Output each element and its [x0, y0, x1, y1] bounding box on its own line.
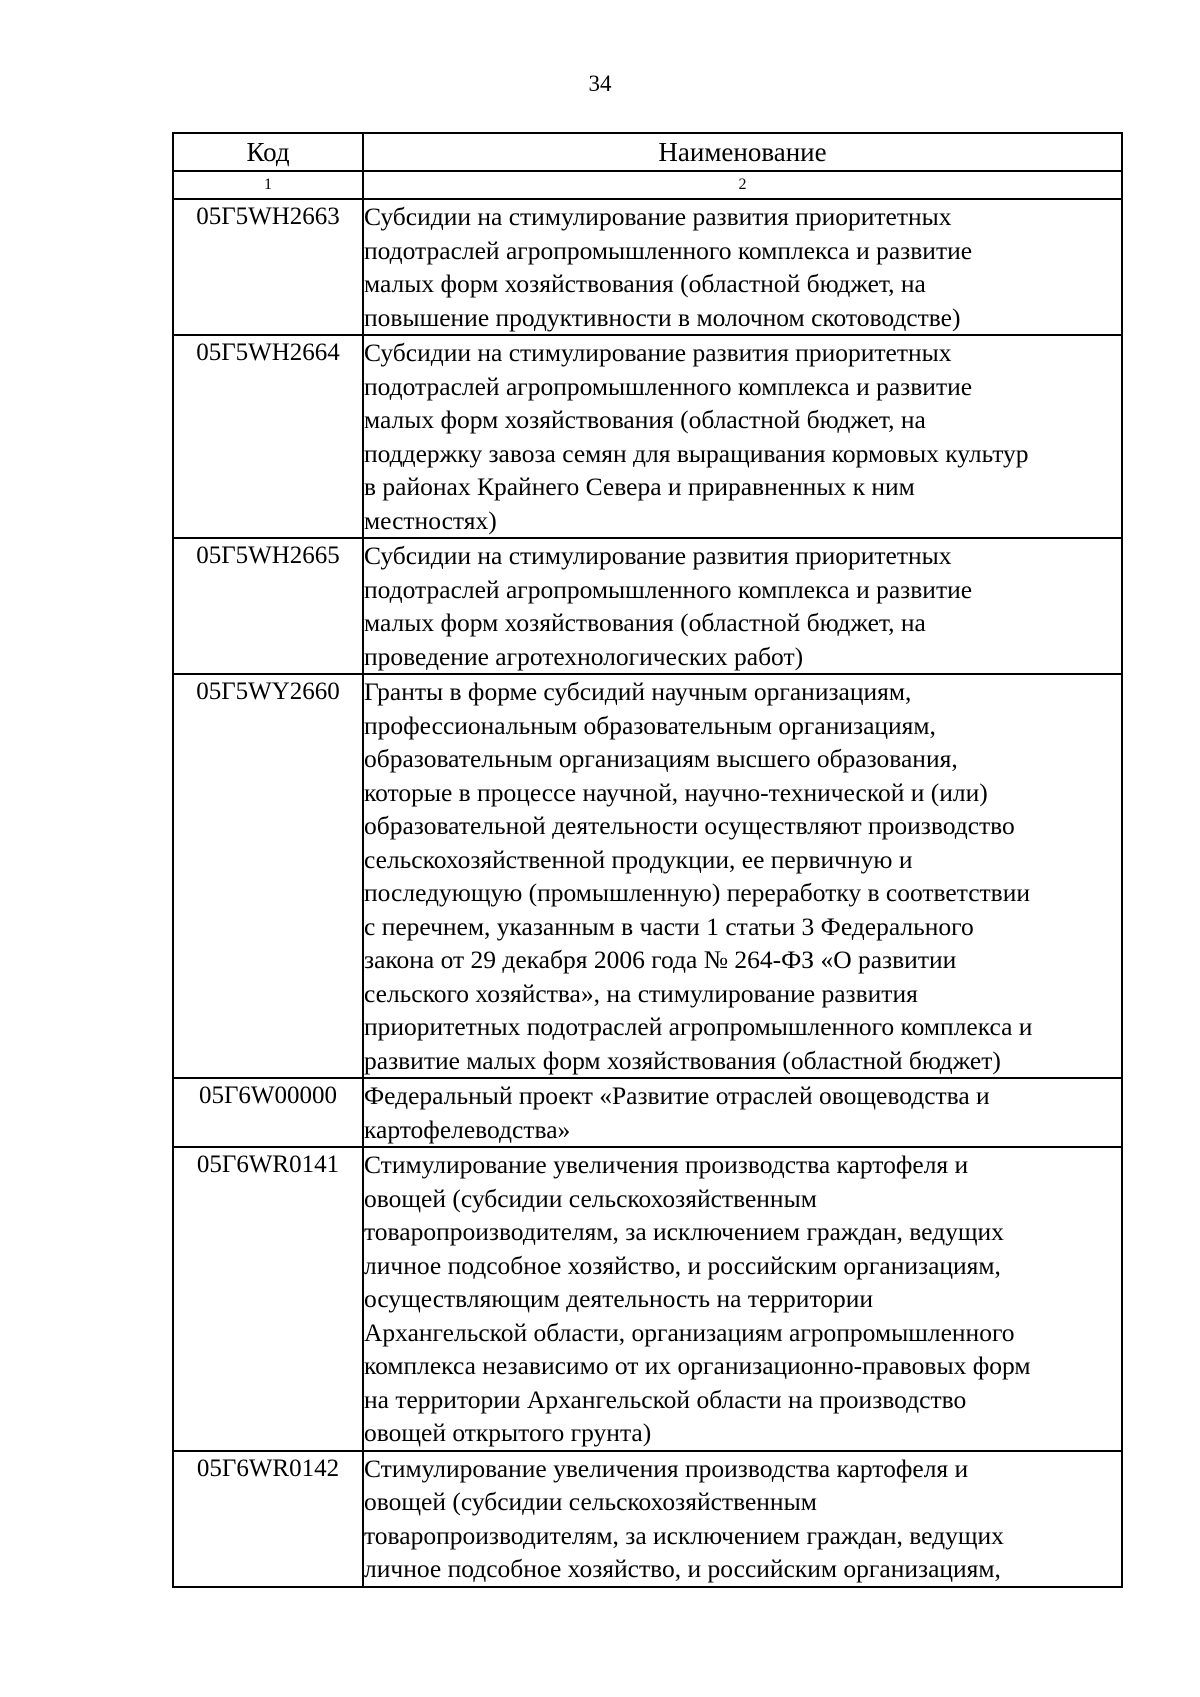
header-code: Код: [173, 133, 363, 171]
row-name-line: развитие малых форм хозяйствования (областной бюджет): [364, 1045, 1001, 1075]
row-name-line: комплекса независимо от их организационно-правовых форм: [364, 1351, 1031, 1380]
row-name-line: картофелеводства»: [364, 1114, 571, 1144]
row-name: [363, 199, 1122, 335]
row-name-line: с перечнем, указанным в части 1 статьи 3 Федерального: [364, 911, 974, 941]
row-name: [363, 1147, 1122, 1451]
table-row: [173, 538, 1122, 674]
table-row: [173, 1078, 1122, 1147]
row-name-line: овощей (субсидии сельскохозяйственным: [364, 1183, 817, 1213]
row-name-line: повышение продуктивности в молочном скотоводстве): [364, 302, 961, 332]
row-name-line: товаропроизводителям, за исключением граждан, ведущих: [364, 1520, 1004, 1550]
row-name-line: в районах Крайнего Севера и приравненных к ним: [364, 472, 915, 501]
row-name-line: которые в процессе научной, научно-технической и (или): [364, 777, 988, 807]
row-name-line: образовательной деятельности осуществляют производство: [364, 811, 1015, 840]
page-number: 34: [588, 71, 612, 96]
row-name-line: малых форм хозяйствования (областной бюджет, на: [364, 608, 926, 637]
row-name-line: осуществляющим деятельность на территории: [364, 1284, 874, 1313]
row-name-line: местностях): [364, 505, 497, 535]
table-row: [173, 199, 1122, 335]
table-row: [173, 1451, 1122, 1587]
row-name-line: малых форм хозяйствования (областной бюджет, на: [364, 405, 926, 434]
row-name-line: приоритетных подотраслей агропромышленного комплекса и: [364, 1012, 1033, 1041]
row-name-line: Федеральный проект «Развитие отраслей овощеводства и: [364, 1081, 990, 1110]
table-row: [173, 1147, 1122, 1451]
row-name-line: поддержку завоза семян для выращивания кормовых культур: [364, 438, 1029, 468]
column-number-row: [173, 171, 1122, 199]
row-name-line: профессиональным образовательным организациям,: [364, 710, 936, 740]
row-name-line: на территории Архангельской области на производство: [364, 1384, 967, 1414]
row-name-line: Субсидии на стимулирование развития приоритетных: [364, 541, 952, 570]
row-name-line: личное подсобное хозяйство, и российским организациям,: [364, 1554, 1001, 1583]
row-code: 05Г5WH2663: [173, 199, 363, 335]
row-name-line: Субсидии на стимулирование развития приоритетных: [364, 338, 952, 367]
row-code: 05Г5WH2665: [173, 538, 363, 674]
row-name-line: сельскохозяйственной продукции, ее первичную и: [364, 844, 913, 874]
row-name: [363, 1451, 1122, 1587]
row-name-line: малых форм хозяйствования (областной бюджет, на: [364, 269, 926, 298]
row-name-line: закона от 29 декабря 2006 года № 264-ФЗ «О развитии: [364, 945, 957, 974]
column-number-code: 1: [173, 171, 363, 199]
row-name-line: подотраслей агропромышленного комплекса и развитие: [364, 574, 973, 604]
row-code: 05Г5WH2664: [173, 335, 363, 538]
row-name-line: образовательным организациям высшего образования,: [364, 744, 958, 773]
row-name-line: овощей открытого грунта): [364, 1418, 652, 1447]
row-name: [363, 674, 1122, 1078]
row-name-line: личное подсобное хозяйство, и российским организациям,: [364, 1250, 1001, 1280]
row-code: 05Г5WY2660: [173, 674, 363, 1078]
row-name-line: Стимулирование увеличения производства картофеля и: [364, 1150, 969, 1179]
header-name: Наименование: [363, 133, 1122, 171]
row-name-line: товаропроизводителям, за исключением граждан, ведущих: [364, 1217, 1004, 1246]
column-number-name: 2: [363, 171, 1122, 199]
row-name-line: Субсидии на стимулирование развития приоритетных: [364, 202, 952, 231]
table-header-row: [173, 133, 1122, 171]
row-name-line: сельского хозяйства», на стимулирование развития: [364, 978, 918, 1008]
budget-code-table: [172, 132, 1123, 1588]
row-name: [363, 1078, 1122, 1147]
row-name-line: Стимулирование увеличения производства картофеля и: [364, 1453, 969, 1483]
row-name-line: Архангельской области, организациям агропромышленного: [364, 1317, 1015, 1347]
row-code: 05Г6WR0142: [173, 1451, 363, 1587]
row-code: 05Г6WR0141: [173, 1147, 363, 1451]
row-name-line: подотраслей агропромышленного комплекса и развитие: [364, 235, 973, 265]
row-name-line: овощей (субсидии сельскохозяйственным: [364, 1487, 817, 1516]
row-name-line: последующую (промышленную) переработку в соответствии: [364, 878, 1030, 907]
row-name: [363, 538, 1122, 674]
row-code: 05Г6W00000: [173, 1078, 363, 1147]
row-name: [363, 335, 1122, 538]
row-name-line: проведение агротехнологических работ): [364, 641, 804, 671]
table-row: [173, 674, 1122, 1078]
table-row: [173, 335, 1122, 538]
row-name-line: Гранты в форме субсидий научным организациям,: [364, 677, 912, 706]
row-name-line: подотраслей агропромышленного комплекса и развитие: [364, 371, 973, 401]
